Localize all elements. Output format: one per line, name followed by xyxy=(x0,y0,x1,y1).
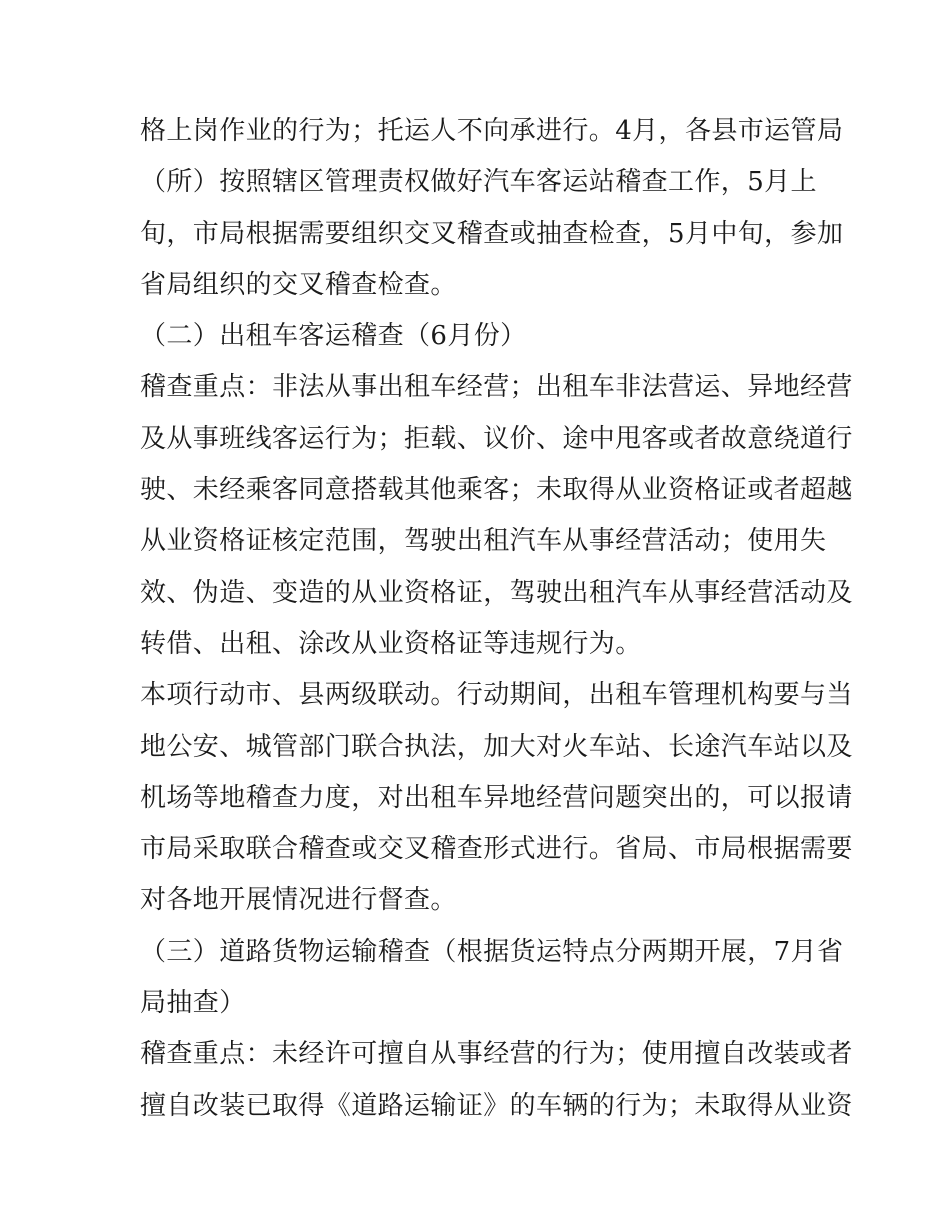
section-heading-freight: （三）道路货物运输稽查（根据货运特点分两期开展，7月省 xyxy=(140,936,844,967)
text-line: 对各地开展情况进行督查。 xyxy=(140,885,457,916)
text-line: 本项行动市、县两级联动。行动期间，出租车管理机构要与当 xyxy=(140,680,853,711)
text-line: 效、伪造、变造的从业资格证，驾驶出租汽车从事经营活动及 xyxy=(140,577,853,608)
section-heading-taxi: （二）出租车客运稽查（6月份） xyxy=(140,321,527,352)
text-line: 市局采取联合稽查或交叉稽查形式进行。省局、市局根据需要 xyxy=(140,834,853,865)
text-line: 机场等地稽查力度，对出租车异地经营问题突出的，可以报请 xyxy=(140,782,853,813)
text-line: 地公安、城管部门联合执法，加大对火车站、长途汽车站以及 xyxy=(140,731,853,762)
text-line: 旬，市局根据需要组织交叉稽查或抽查检查，5月中旬，参加 xyxy=(140,218,844,249)
text-line: 从业资格证核定范围，驾驶出租汽车从事经营活动；使用失 xyxy=(140,526,827,557)
text-line: （所）按照辖区管理责权做好汽车客运站稽查工作，5月上 xyxy=(140,167,817,198)
text-line: 省局组织的交叉稽查检查。 xyxy=(140,269,457,300)
body-text xyxy=(140,106,853,1132)
text-line: 及从事班线客运行为；拒载、议价、途中甩客或者故意绕道行 xyxy=(140,423,853,454)
text-line: 格上岗作业的行为；托运人不向承进行。4月，各县市运管局 xyxy=(140,116,844,146)
text-line: 擅自改装已取得《道路运输证》的车辆的行为；未取得从业资 xyxy=(140,1090,853,1121)
text-line: 转借、出租、涂改从业资格证等违规行为。 xyxy=(140,628,642,659)
text-line: 稽查重点：非法从事出租车经营；出租车非法营运、异地经营 xyxy=(140,372,853,403)
text-line: 驶、未经乘客同意搭载其他乘客；未取得从业资格证或者超越 xyxy=(140,475,853,506)
text-line: 稽查重点：未经许可擅自从事经营的行为；使用擅自改装或者 xyxy=(140,1039,853,1070)
text-line: 局抽查） xyxy=(140,988,246,1019)
